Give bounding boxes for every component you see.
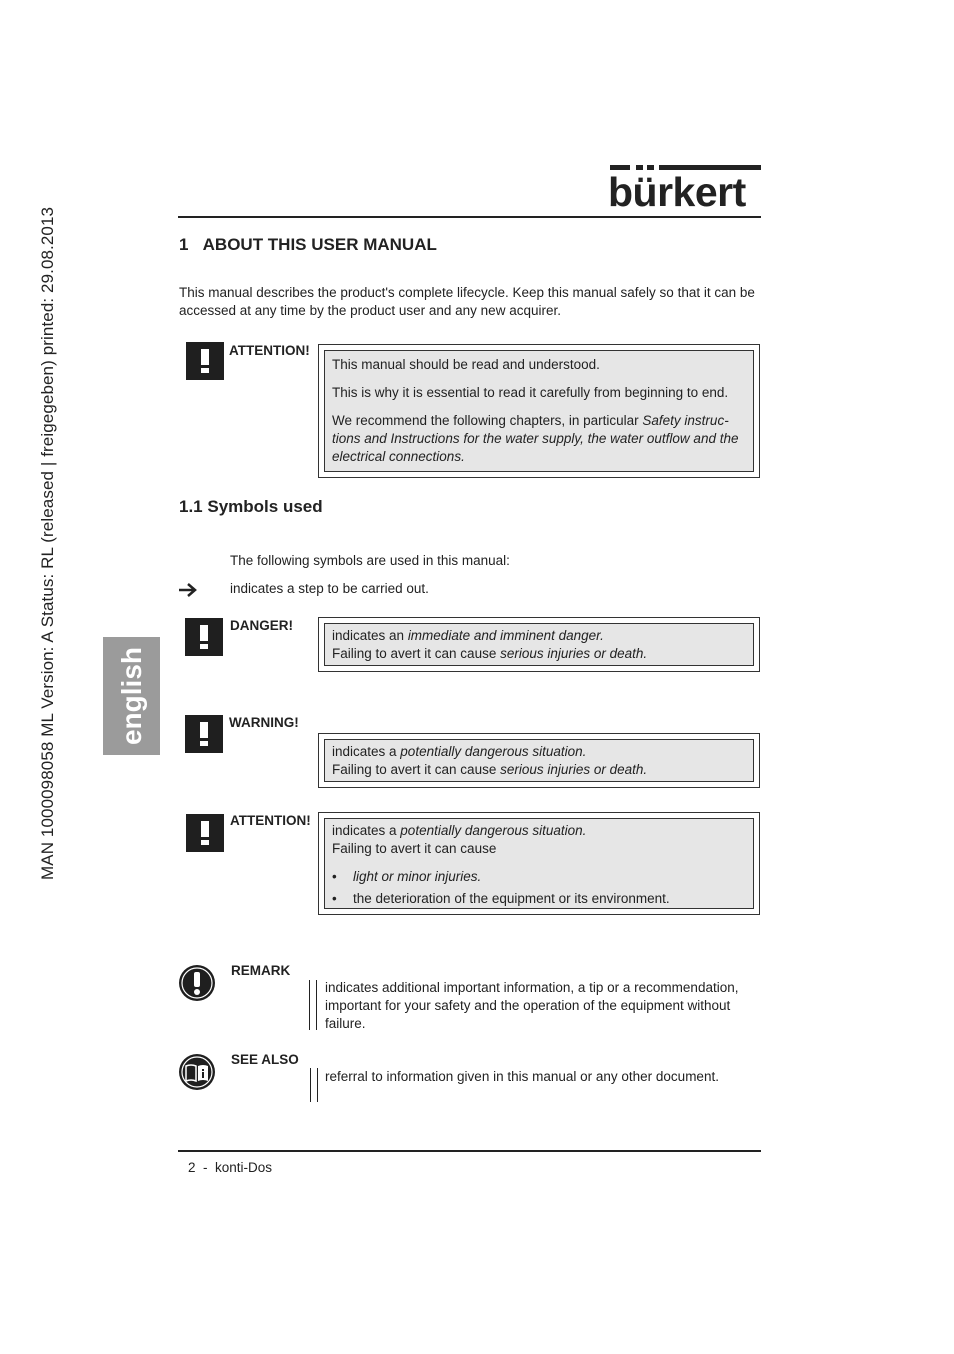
remark-label: REMARK: [231, 963, 291, 978]
burkert-logo: [608, 165, 761, 213]
remark-exclamation-icon: [179, 965, 215, 1001]
language-tab: [103, 637, 160, 755]
attention-line-3-italic: Safety instruc-tions and Instructions for the water supply, the water outflow and the electrical connections.: [332, 413, 739, 464]
warning-line-1-prefix: indicates a: [332, 744, 401, 759]
warning-box: [318, 733, 760, 788]
subsection-title: Symbols used: [207, 497, 323, 516]
warning-line-2-italic: serious injuries or death.: [500, 762, 648, 777]
arrow-right-icon: [178, 580, 198, 600]
attention2-box-content: [324, 818, 754, 909]
remark-side-bar: [309, 980, 317, 1030]
danger-icon: [185, 618, 223, 656]
header-rule: [178, 216, 761, 218]
attention2-label: ATTENTION!: [230, 813, 311, 828]
warning-line-1: [332, 743, 746, 761]
attention-icon: [186, 342, 224, 380]
danger-box: [318, 617, 760, 672]
see-also-text: referral to information given in this manual or any other document.: [325, 1069, 719, 1084]
bullet-icon: •: [332, 869, 337, 884]
see-also-book-icon: [179, 1054, 215, 1090]
attention-box: [318, 344, 760, 478]
footer-page-label: 2 - konti-Dos: [188, 1160, 273, 1175]
danger-line-2-italic: serious injuries or death.: [500, 646, 648, 661]
warning-line-2: [332, 761, 746, 779]
warning-box-content: [324, 739, 754, 782]
warning-icon: [185, 715, 223, 753]
attention2-line-1: [332, 822, 746, 840]
attention2-line-2: Failing to avert it can cause: [332, 841, 497, 856]
logo-wordmark: bürkert: [608, 169, 746, 215]
section-number: 1: [179, 235, 189, 254]
footer-rule: [178, 1150, 761, 1152]
document-meta-vertical: MAN 1000098058 ML Version: A Status: RL (released | freigegeben) printed: 29.08.2013: [38, 206, 57, 880]
attention-box-content: [324, 350, 754, 472]
attention2-bullet-1: [332, 868, 746, 886]
warning-line-2-prefix: Failing to avert it can cause: [332, 762, 501, 777]
danger-line-1-prefix: indicates an: [332, 628, 408, 643]
attention-label: ATTENTION!: [229, 343, 310, 358]
danger-line-2: [332, 645, 746, 663]
attention2-icon: [186, 814, 224, 852]
subsection-heading: [179, 497, 323, 517]
subsection-intro: The following symbols are used in this manual:: [230, 553, 510, 568]
see-also-label: SEE ALSO: [231, 1052, 299, 1067]
attention2-line-1-italic: potentially dangerous situation.: [400, 823, 587, 838]
arrow-description: indicates a step to be carried out.: [230, 581, 429, 596]
attention2-bullet-2: [332, 890, 746, 908]
danger-line-2-prefix: Failing to avert it can cause: [332, 646, 501, 661]
danger-line-1-italic: immediate and imminent danger.: [407, 628, 604, 643]
warning-label: WARNING!: [229, 715, 299, 730]
attention-line-2: This is why it is essential to read it carefully from beginning to end.: [332, 385, 729, 400]
danger-label: DANGER!: [230, 618, 293, 633]
remark-text: indicates additional important information, a tip or a recommendation, important for your safety and the operation of the equipment without failure.: [325, 980, 739, 1031]
attention2-box: [318, 812, 760, 915]
attention-line-3-prefix: We recommend the following chapters, in particular: [332, 413, 643, 428]
danger-box-content: [324, 623, 754, 666]
section-heading: [179, 235, 437, 255]
attention-line-3: [332, 412, 746, 466]
section-title: ABOUT THIS USER MANUAL: [202, 235, 437, 254]
danger-line-1: [332, 627, 746, 645]
bullet-icon: •: [332, 891, 337, 906]
section-intro: This manual describes the product's complete lifecycle. Keep this manual safely so that it can be accessed at any time by the product user and any new acquirer.: [179, 285, 755, 318]
subsection-number: 1.1: [179, 497, 203, 516]
warning-line-1-italic: potentially dangerous situation.: [400, 744, 587, 759]
attention-line-1: This manual should be read and understood.: [332, 357, 600, 372]
attention2-bullet-1-text: light or minor injuries.: [353, 869, 482, 884]
attention2-line-1-prefix: indicates a: [332, 823, 401, 838]
language-tab-label: english: [116, 647, 147, 746]
see-also-side-bar: [310, 1068, 318, 1102]
attention2-bullet-2-text: the deterioration of the equipment or its environment.: [353, 891, 670, 906]
